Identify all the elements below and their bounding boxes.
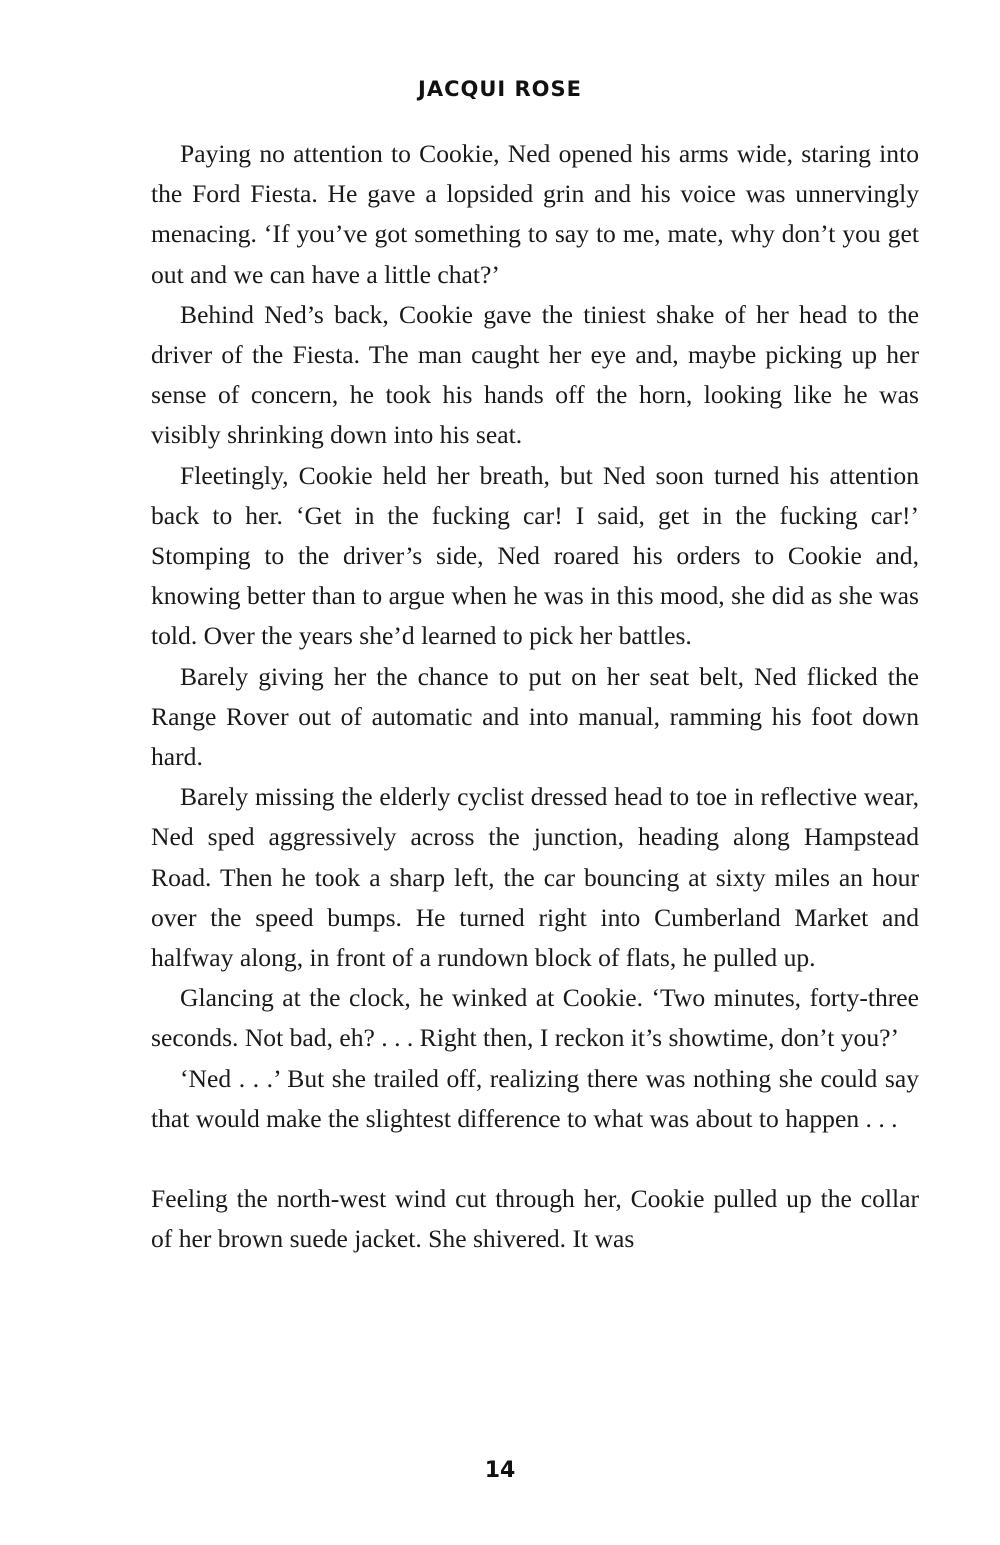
paragraph: Behind Ned’s back, Cookie gave the tiniest shake of her head to the driver of the Fiesta. The man caught her eye and, maybe picking up her sense of concern, he took his hands off the horn, looking like he was visibly shrinking down into his seat.	[151, 299, 919, 450]
section-break	[151, 1139, 919, 1179]
paragraph: Feeling the north-west wind cut through her, Cookie pulled up the collar of her brown suede jacket. She shivered. It was	[151, 1184, 919, 1254]
body-text	[151, 134, 919, 1260]
paragraph: Glancing at the clock, he winked at Cookie. ‘Two minutes, forty-three seconds. Not bad, eh? . . . Right then, I reckon it’s showtime, don’t you?’	[151, 983, 919, 1053]
paragraph: Barely missing the elderly cyclist dressed head to toe in reflective wear, Ned sped aggressively across the junction, heading along Hampstead Road. Then he took a sharp left, the car bouncing at sixty miles an hour over the speed bumps. He turned right into Cumberland Market and halfway along, in front of a rundown block of flats, he pulled up.	[151, 782, 919, 973]
paragraph: ‘Ned . . .’ But she trailed off, realizing there was nothing she could say that would make the slightest difference to what was about to happen . . .	[151, 1063, 919, 1133]
paragraph: Barely giving her the chance to put on her seat belt, Ned flicked the Range Rover out of automatic and into manual, ramming his foot down hard.	[151, 661, 919, 772]
running-head: JACQUI ROSE	[418, 77, 582, 101]
page-number: 14	[484, 1458, 516, 1483]
paragraph: Paying no attention to Cookie, Ned opened his arms wide, staring into the Ford Fiesta. He gave a lopsided grin and his voice was unnervingly menacing. ‘If you’ve got something to say to me, mate, why don’t you get out and we can have a little chat?’	[151, 139, 919, 289]
paragraph: Fleetingly, Cookie held her breath, but Ned soon turned his attention back to her. ‘Get in the fucking car! I said, get in the fucking car!’ Stomping to the driver’s side, Ned roared his orders to Cookie and, knowing better than to argue when he was in this mood, she did as she was told. Over the years she’d learned to pick her battles.	[151, 460, 919, 651]
